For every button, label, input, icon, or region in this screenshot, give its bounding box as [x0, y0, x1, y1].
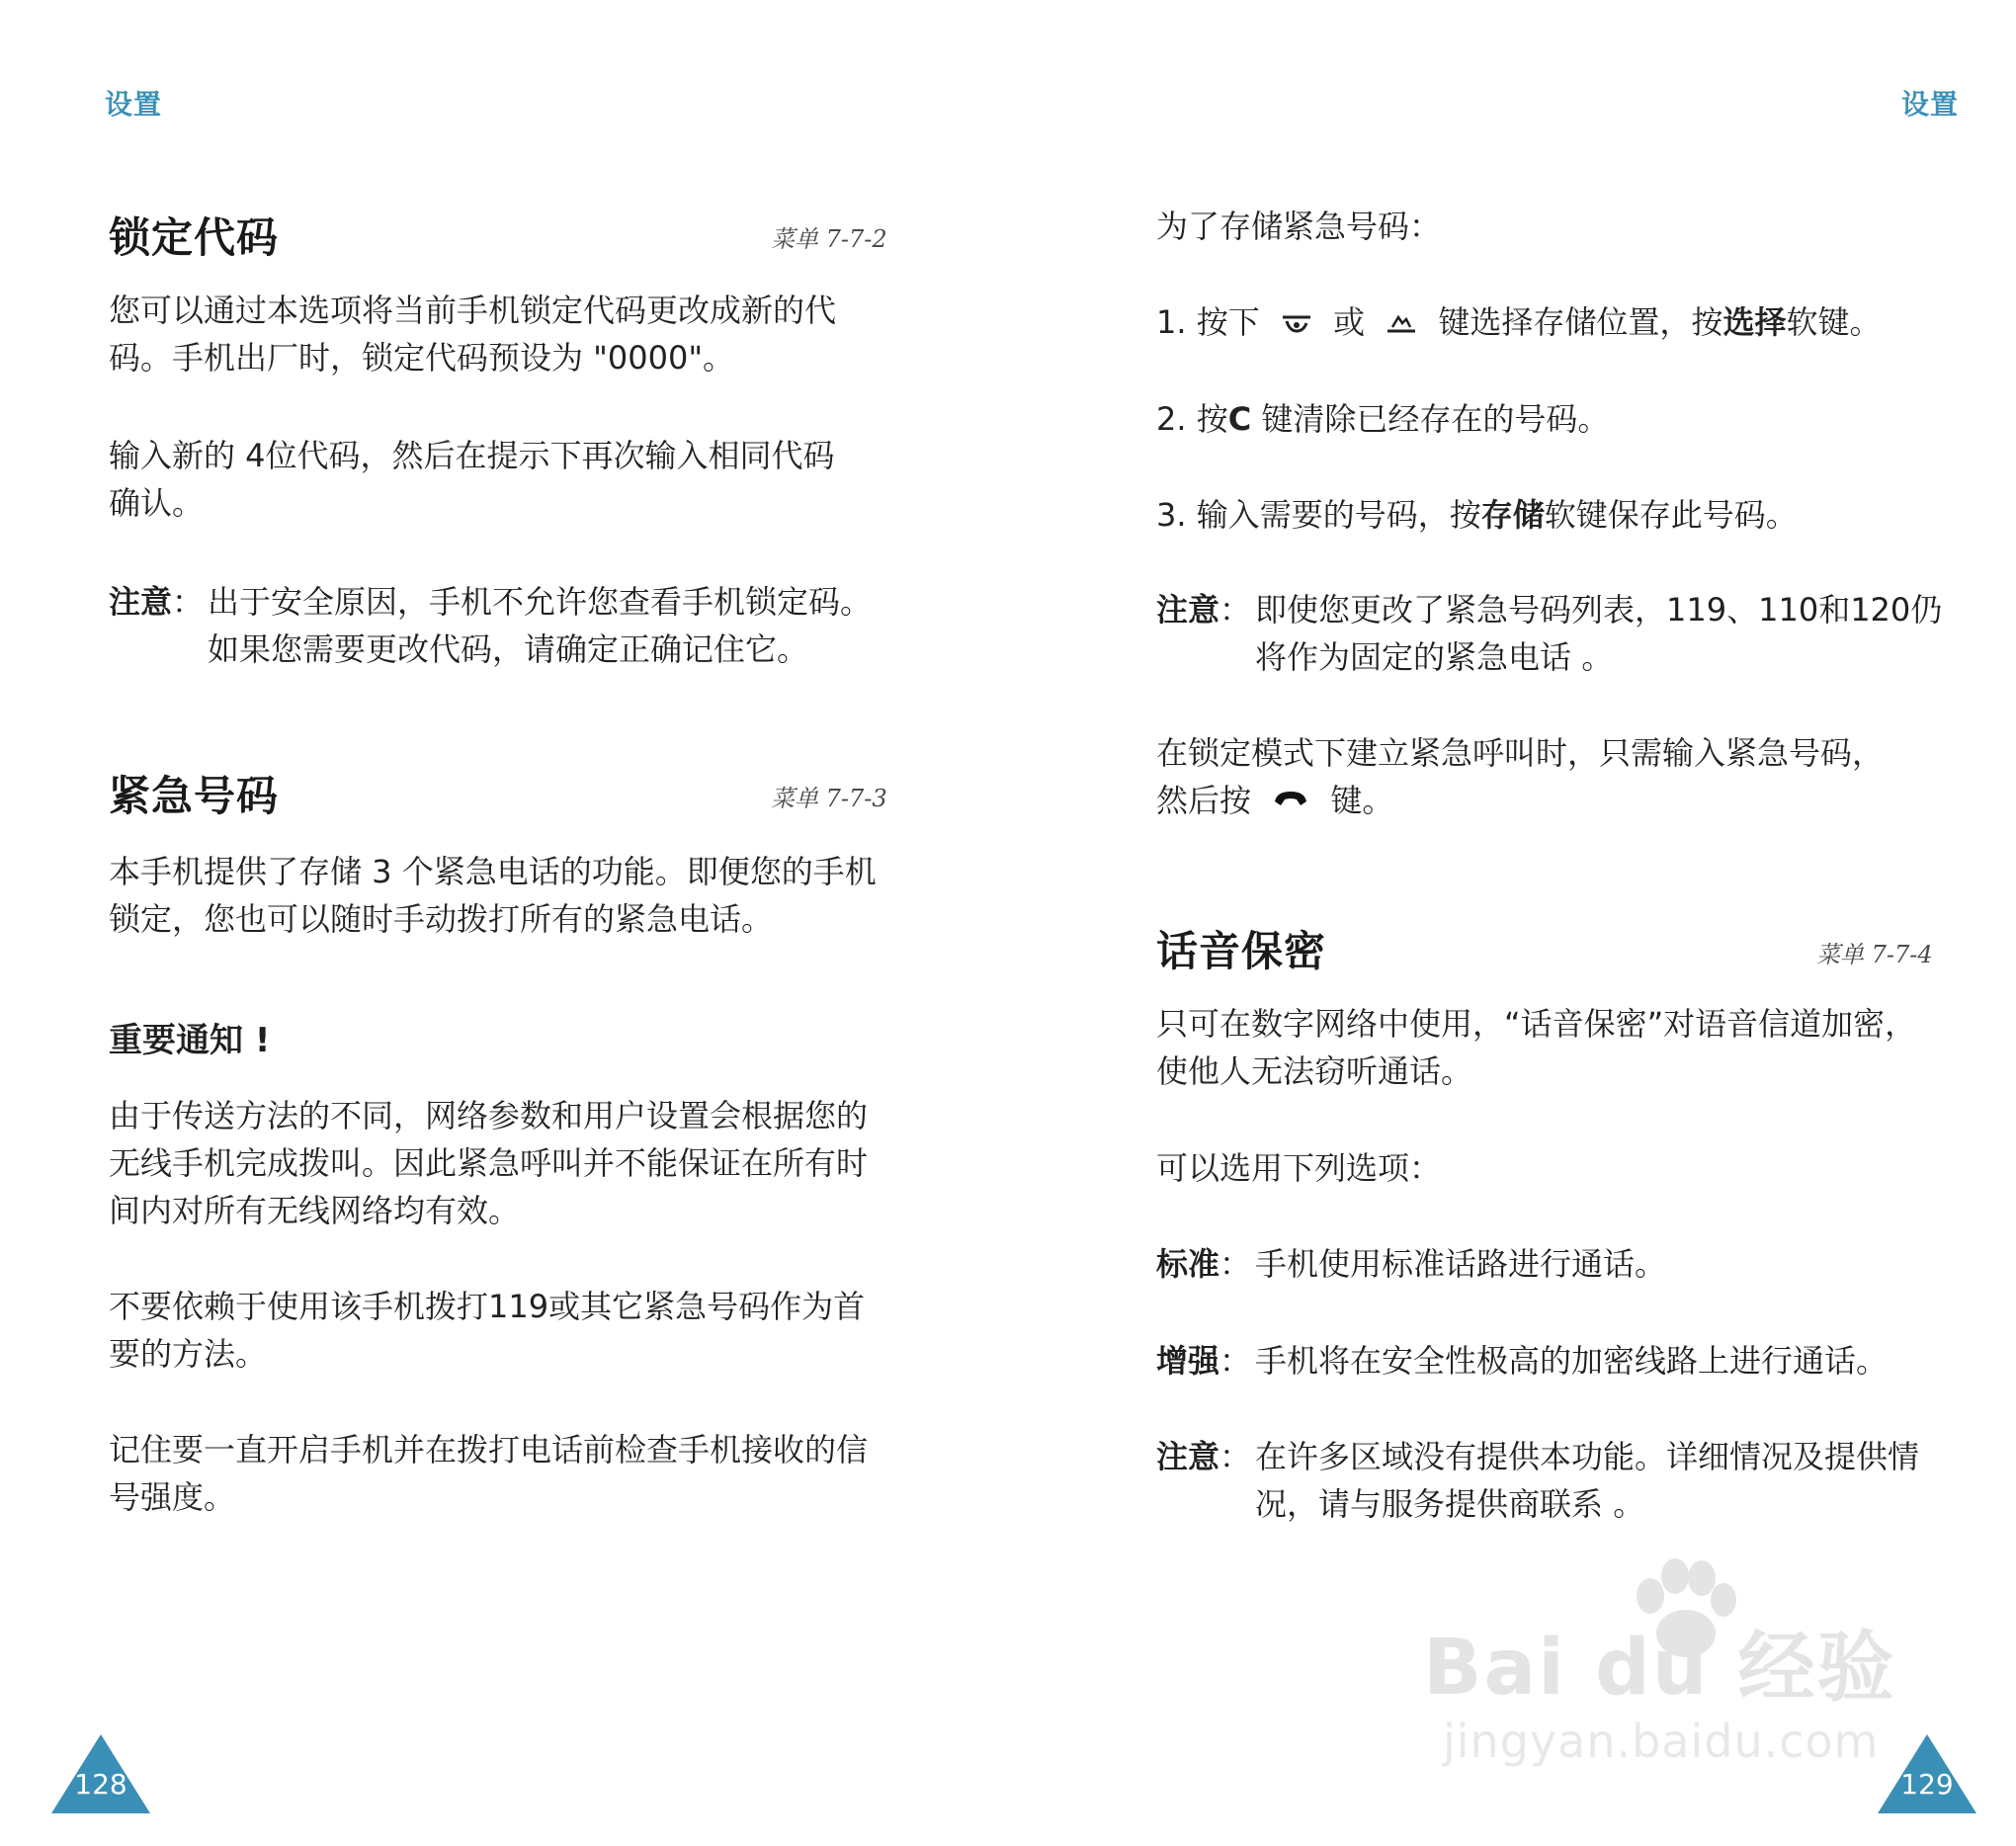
option-label: 增强 [1156, 1342, 1220, 1380]
text-line: 在锁定模式下建立紧急呼叫时，只需输入紧急号码， [1156, 734, 1885, 772]
baidu-watermark [1423, 1556, 1937, 1774]
option-colon: ： [1219, 1342, 1252, 1380]
step-3 [1156, 491, 1798, 539]
text-line: 不要依赖于使用该手机拨打119或其它紧急号码作为首 [109, 1288, 866, 1325]
note-label: 注意 [1156, 1438, 1220, 1475]
option-standard [1156, 1240, 1986, 1288]
note-label: 注意 [109, 583, 173, 621]
note-body [1255, 586, 1986, 681]
emergency-list-note [1156, 586, 1986, 681]
text-line: 由于传送方法的不同，网络参数和用户设置会根据您的 [109, 1097, 869, 1134]
softkey-label: 选择 [1722, 303, 1787, 341]
watermark-url: jingyan.baidu.com [1443, 1715, 1880, 1768]
text-line: 在许多区域没有提供本功能。详细情况及提供情 [1255, 1438, 1920, 1475]
text-line: 如果您需要更改代码，请确定正确记住它。 [208, 630, 809, 668]
text-line: 确认。 [109, 484, 205, 522]
page-number: 129 [1900, 1768, 1954, 1801]
note-colon: ： [1219, 1438, 1252, 1475]
option-enhanced [1156, 1337, 1986, 1384]
note-label: 注意 [1156, 591, 1220, 629]
text-line: 况，请与服务提供商联系 。 [1255, 1485, 1645, 1523]
step-text: 1. 按下 [1156, 303, 1260, 341]
menu-reference: 菜单 7-7-3 [771, 785, 887, 812]
lock-code-instruction [109, 432, 919, 527]
lock-code-paragraph [109, 287, 919, 381]
text-line: 将作为固定的紧急电话 。 [1255, 638, 1614, 676]
nav-up-key-icon [1280, 300, 1313, 348]
page-header: 设置 [1900, 88, 1959, 121]
step-text: 键清除已经存在的号码。 [1251, 400, 1610, 438]
text-line: 记住要一直开启手机并在拨打电话前检查手机接收的信 [109, 1431, 869, 1468]
option-text: 手机将在安全性极高的加密线路上进行通话。 [1255, 1342, 1889, 1380]
text-line: 本手机提供了存储 3 个紧急电话的功能。即便您的手机 [109, 853, 877, 890]
note-body [1255, 1433, 1986, 1528]
page-number: 128 [74, 1768, 127, 1801]
store-intro: 为了存储紧急号码： [1156, 208, 1442, 245]
step-text: 软键保存此号码。 [1544, 496, 1798, 534]
page-header: 设置 [105, 88, 163, 121]
step-text: 3. 输入需要的号码，按 [1156, 496, 1481, 534]
options-intro: 可以选用下列选项： [1156, 1149, 1442, 1187]
section-title-lock-code: 锁定代码 [109, 213, 280, 262]
phone-send-icon [1271, 779, 1310, 826]
step-text: 软键。 [1786, 303, 1882, 341]
menu-reference: 菜单 7-7-4 [1816, 941, 1933, 968]
notice-paragraph [109, 1283, 949, 1378]
text-line [1156, 777, 1986, 826]
option-text: 手机使用标准话路进行通话。 [1255, 1245, 1667, 1283]
step-1 [1156, 298, 1986, 348]
text-line: 间内对所有无线网络均有效。 [109, 1192, 521, 1229]
text-line: 使他人无法窃听通话。 [1156, 1052, 1473, 1090]
nav-down-key-icon [1385, 300, 1418, 348]
note-body [208, 578, 929, 673]
notice-paragraph [109, 1092, 949, 1234]
watermark-logo: Bai du 经验 [1423, 1624, 1896, 1713]
key-label: C [1227, 400, 1252, 438]
note-colon: ： [1219, 591, 1252, 629]
page-number-badge [51, 1734, 150, 1813]
text-line: 出于安全原因，手机不允许您查看手机锁定码。 [208, 583, 873, 621]
text-line: 号强度。 [109, 1478, 236, 1516]
text-line: 码。手机出厂时，锁定代码预设为 "0000"。 [109, 339, 735, 377]
note-colon: ： [172, 583, 205, 621]
text-line: 即使您更改了紧急号码列表，119、110和120仍 [1255, 591, 1943, 629]
text-line: 要的方法。 [109, 1335, 268, 1373]
text-line: 只可在数字网络中使用，“话音保密”对语音信道加密， [1156, 1005, 1917, 1043]
step-2 [1156, 395, 1609, 443]
emergency-intro-paragraph [109, 848, 939, 943]
step-text: 2. 按 [1156, 400, 1228, 438]
text-line: 您可以通过本选项将当前手机锁定代码更改成新的代 [109, 292, 837, 329]
lock-code-note [109, 578, 929, 673]
text-fragment: 键。 [1330, 782, 1394, 819]
softkey-label: 存储 [1480, 496, 1545, 534]
text-line: 无线手机完成拨叫。因此紧急呼叫并不能保证在所有时 [109, 1144, 869, 1182]
step-text: 键选择存储位置，按 [1438, 303, 1723, 341]
option-label: 标准 [1156, 1245, 1220, 1283]
section-title-emergency-numbers: 紧急号码 [109, 772, 280, 820]
notice-paragraph [109, 1426, 949, 1521]
text-line: 输入新的 4位代码，然后在提示下再次输入相同代码 [109, 437, 835, 474]
text-line: 锁定，您也可以随时手动拨打所有的紧急电话。 [109, 900, 774, 938]
step-text: 或 [1333, 303, 1366, 341]
text-fragment: 然后按 [1156, 782, 1252, 819]
menu-reference: 菜单 7-7-2 [771, 225, 887, 253]
voice-privacy-note [1156, 1433, 1986, 1528]
important-notice-title: 重要通知 ! [109, 1021, 271, 1060]
option-colon: ： [1219, 1245, 1252, 1283]
section-title-voice-privacy: 话音保密 [1156, 927, 1327, 975]
locked-mode-paragraph [1156, 729, 1986, 826]
voice-privacy-paragraph [1156, 1000, 1996, 1095]
